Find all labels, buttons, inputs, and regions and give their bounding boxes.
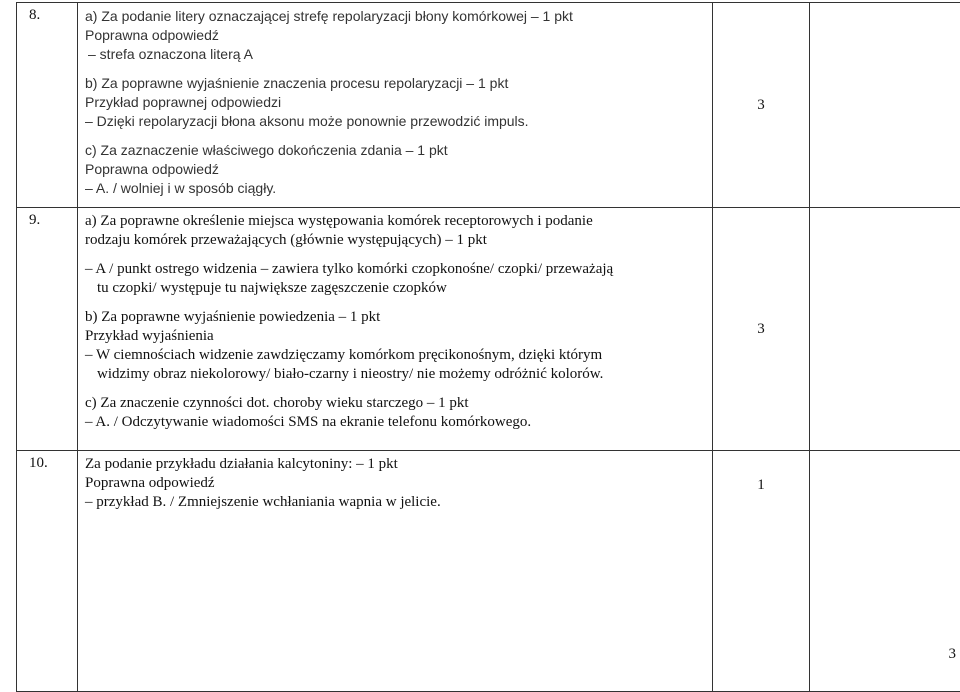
table-row — [17, 451, 960, 692]
task-number: 10. — [17, 451, 78, 692]
criteria-line: – Dzięki repolaryzacji błona aksonu może ponownie przewodzić impuls. — [85, 112, 712, 131]
empty-cell — [810, 208, 960, 451]
task-points: 3 — [713, 3, 810, 208]
criteria-line: c) Za zaznaczenie właściwego dokończenia zdania – 1 pkt — [85, 141, 712, 160]
task-criteria — [78, 3, 713, 208]
criteria-line: a) Za podanie litery oznaczającej strefę repolaryzacji błony komórkowej – 1 pkt — [85, 7, 712, 26]
empty-cell — [810, 3, 960, 208]
criteria-line: Przykład poprawnej odpowiedzi — [85, 93, 712, 112]
criteria-line: a) Za poprawne określenie miejsca występowania komórek receptorowych i podanie — [85, 212, 712, 231]
criteria-line: Poprawna odpowiedź — [85, 160, 712, 179]
criteria-line: b) Za poprawne wyjaśnienie powiedzenia – 1 pkt — [85, 308, 712, 327]
criteria-line: c) Za znaczenie czynności dot. choroby wieku starczego – 1 pkt — [85, 394, 712, 413]
task-criteria — [78, 451, 713, 692]
task-points: 3 — [713, 208, 810, 451]
table-row — [17, 208, 960, 451]
task-number: 8. — [17, 3, 78, 208]
criteria-line: – przykład B. / Zmniejszenie wchłaniania wapnia w jelicie. — [85, 493, 712, 512]
criteria-line: – strefa oznaczona literą A — [85, 45, 712, 64]
scoring-table — [16, 2, 960, 692]
criteria-line: – A / punkt ostrego widzenia – zawiera tylko komórki czopkonośne/ czopki/ przeważają — [85, 260, 712, 279]
page-number: 3 — [949, 646, 957, 663]
criteria-line: Za podanie przykładu działania kalcytoniny: – 1 pkt — [85, 455, 712, 474]
empty-cell — [810, 451, 960, 692]
task-number: 9. — [17, 208, 78, 451]
criteria-line: b) Za poprawne wyjaśnienie znaczenia procesu repolaryzacji – 1 pkt — [85, 74, 712, 93]
criteria-line: rodzaju komórek przeważających (głównie występujących) – 1 pkt — [85, 231, 712, 250]
task-criteria — [78, 208, 713, 451]
criteria-line: widzimy obraz niekolorowy/ biało-czarny i nieostry/ nie możemy odróżnić kolorów. — [85, 365, 712, 384]
criteria-line: tu czopki/ występuje tu największe zagęszczenie czopków — [85, 279, 712, 298]
table-row — [17, 3, 960, 208]
criteria-line: Poprawna odpowiedź — [85, 474, 712, 493]
criteria-line: Przykład wyjaśnienia — [85, 327, 712, 346]
criteria-line: Poprawna odpowiedź — [85, 26, 712, 45]
criteria-line: – A. / wolniej i w sposób ciągły. — [85, 179, 712, 198]
criteria-line: – W ciemnościach widzenie zawdzięczamy komórkom pręcikonośnym, dzięki którym — [85, 346, 712, 365]
task-points: 1 — [713, 451, 810, 692]
criteria-line: – A. / Odczytywanie wiadomości SMS na ekranie telefonu komórkowego. — [85, 413, 712, 432]
